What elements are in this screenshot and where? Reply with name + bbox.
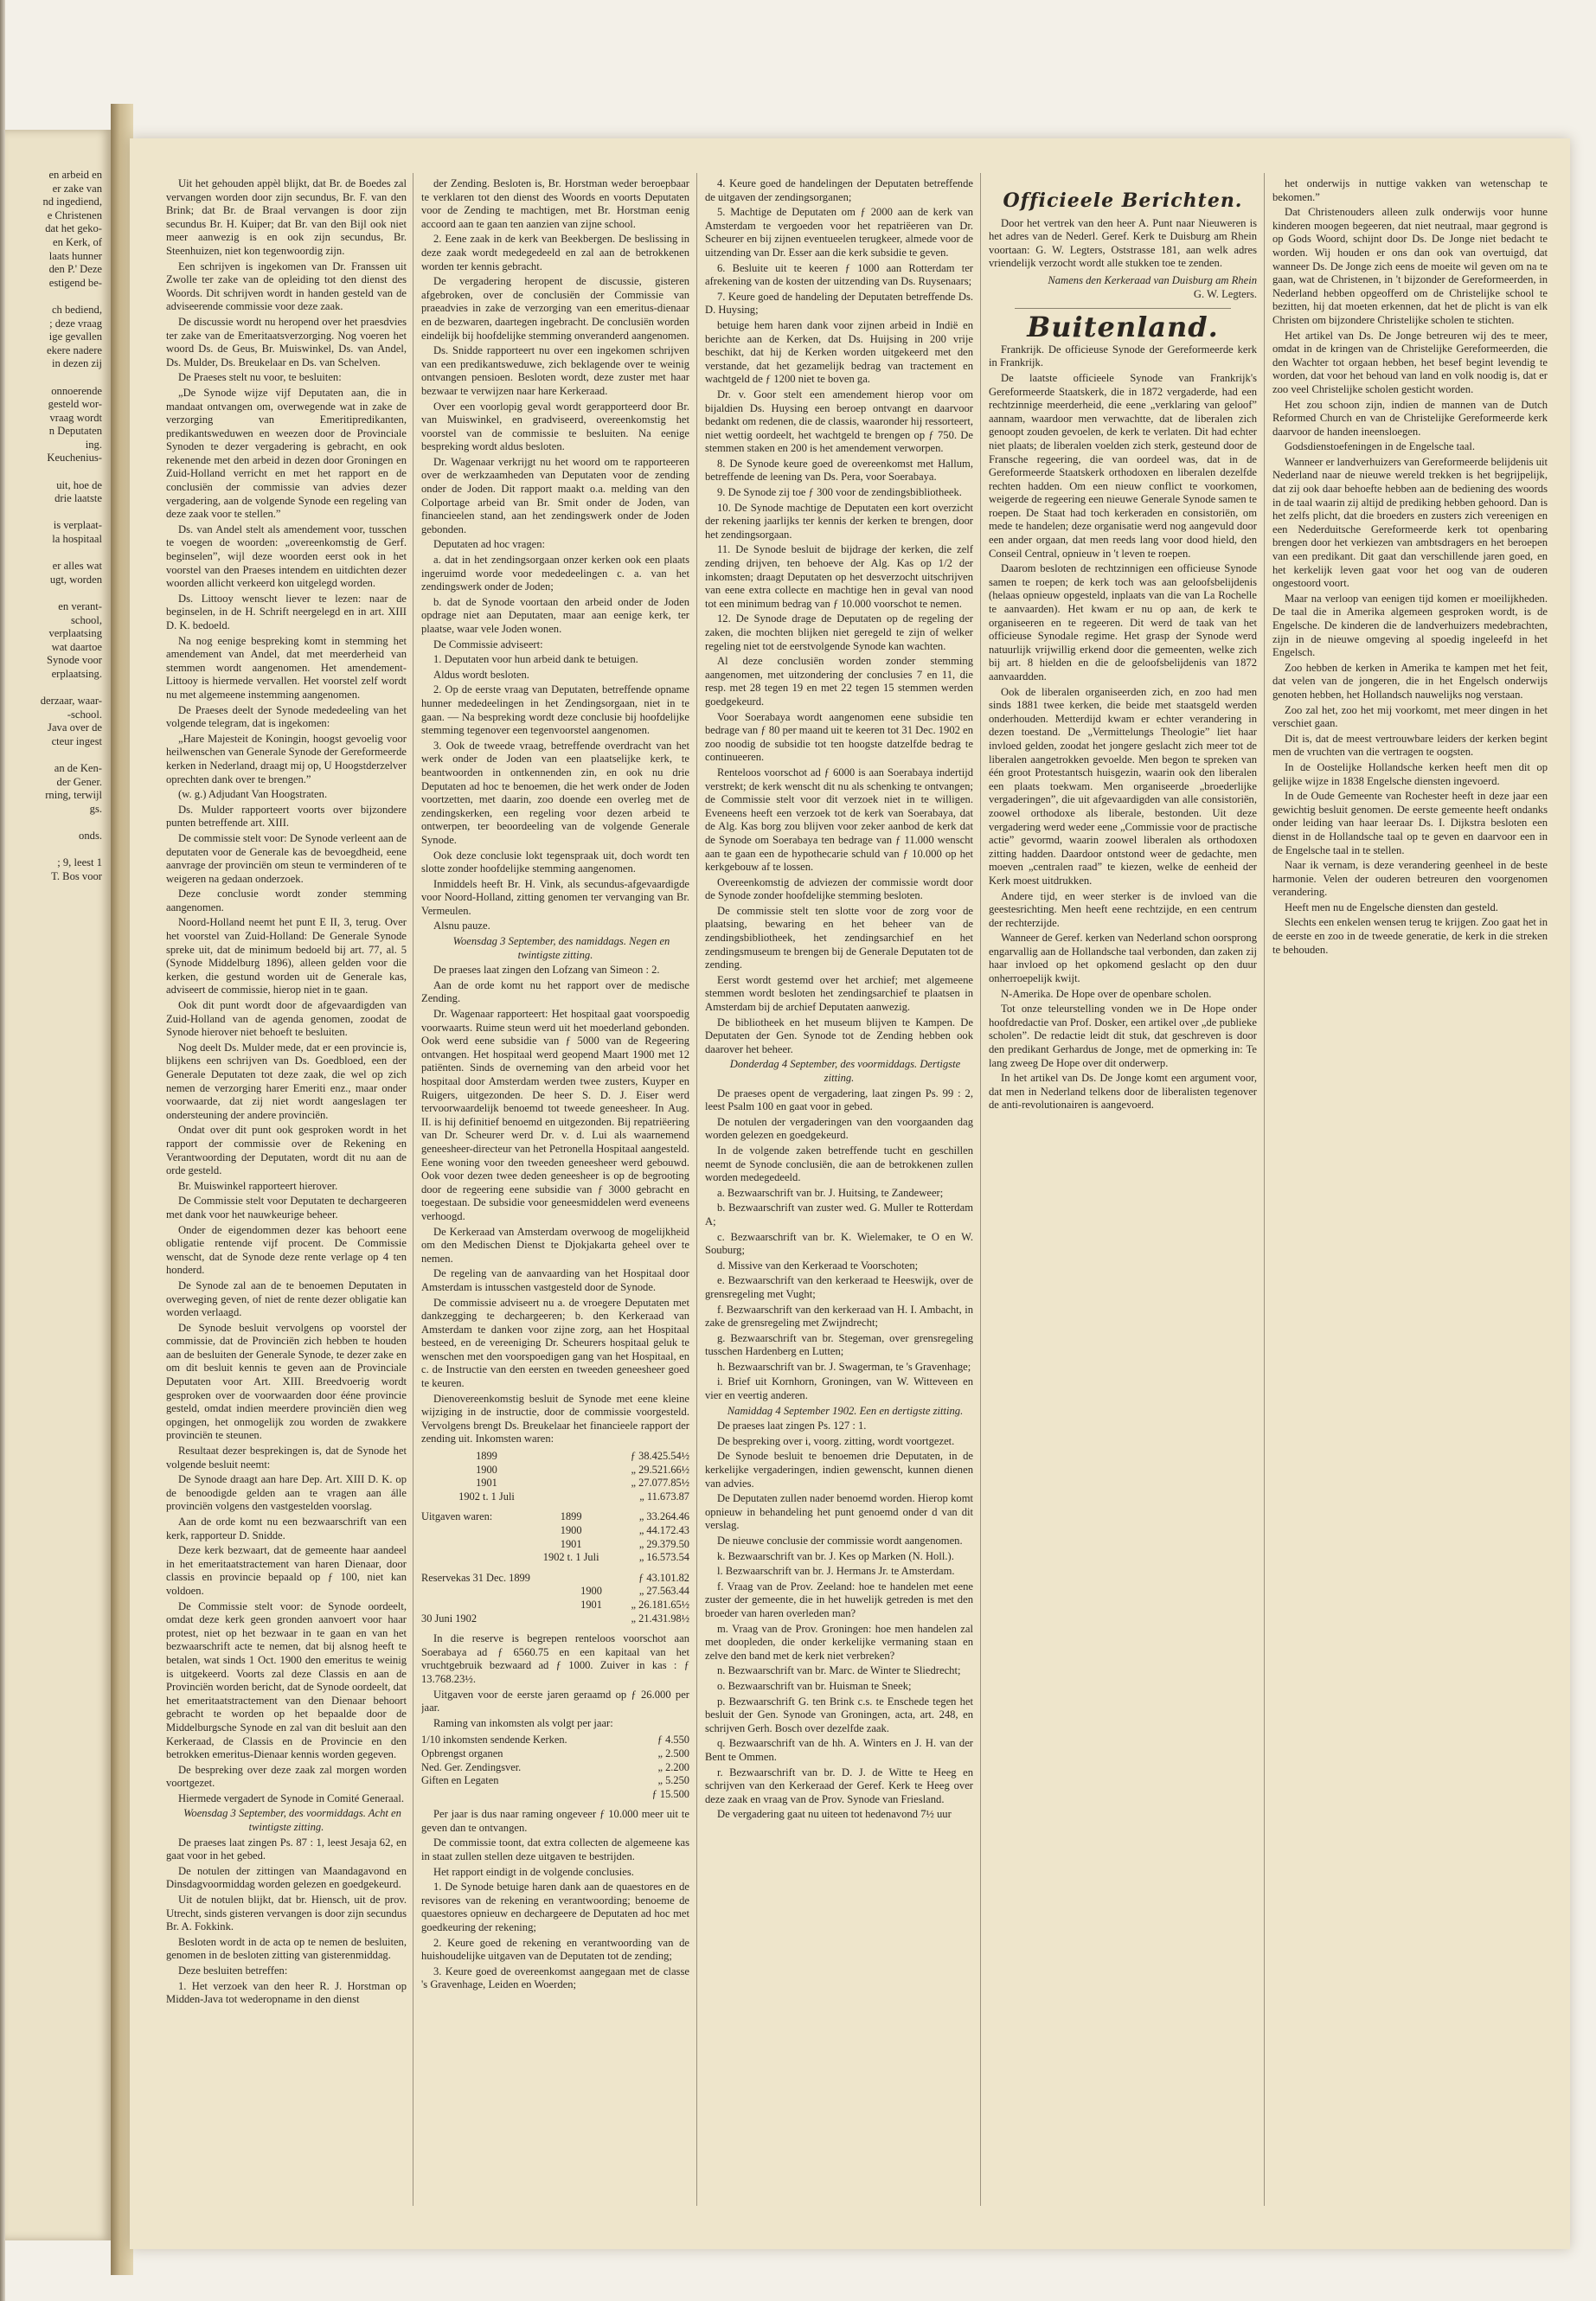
paragraph: Onder de eigendommen dezer kas behoort eene obligatie rentende vijf procent. De Commissie wenscht, dat de Synode deze rente verlage op 4 ten honderd.	[166, 1223, 407, 1277]
fragment-line: e Christenen	[47, 208, 102, 221]
adjacent-page-fragment	[5, 130, 111, 2240]
paragraph: Ds. Mulder rapporteert voorts over bijzondere punten betreffende art. XIII.	[166, 803, 407, 830]
finance-label: Uitgaven waren:	[421, 1510, 493, 1523]
finance-year	[576, 1572, 606, 1586]
finance-amount: „ 11.673.87	[639, 1490, 689, 1503]
finance-amount: „ 44.172.43	[638, 1524, 689, 1536]
fragment-line	[12, 749, 102, 763]
paragraph: De praeses laat zingen den Lofzang van Simeon : 2.	[433, 964, 660, 977]
finance-label	[421, 1599, 576, 1612]
paragraph: Resultaat dezer besprekingen is, dat de Synode het volgende besluit neemt:	[166, 1445, 407, 1471]
paragraph: 7. Keure goed de handeling der Deputaten betreffende Ds. D. Huysing;	[705, 290, 973, 317]
paragraph: Aan de orde komt nu het rapport over de medische Zending.	[421, 978, 689, 1005]
fragment-line: ige gevallen	[48, 330, 102, 343]
paragraph: Deze conclusie wordt zonder stemming aangenomen.	[166, 888, 407, 913]
paragraph: Ook dit punt wordt door de afgevaardigden van Zuid-Holland van de agenda genomen, zoodat de Synode hierover niet behoeft te besluiten.	[166, 999, 407, 1039]
paragraph: 10. De Synode machtige de Deputaten een kort overzicht der rekening jaarlijks ter kennis der kerken te brengen, door het zendingsorgaan.	[705, 501, 973, 541]
fragment-line: an de Ken-	[54, 762, 102, 775]
finance-label: 1/10 inkomsten sendende Kerken.	[421, 1734, 567, 1747]
finance-label	[421, 1585, 576, 1599]
paragraph: Wanneer de Geref. kerken van Nederland schon oorsprong engarvallig aan de Hollandsche taal verbonden, dan zaken zij haar invloed op het opkomend geslacht op den duur onherroepelijk kwijt.	[989, 932, 1257, 985]
paragraph: 2. Eene zaak in de kerk van Beekbergen. De beslissing in deze zaak wordt medegedeeld en zal aan de betrokkenen worden ter kennis gebracht.	[421, 233, 689, 272]
paragraph: n. Bezwaarschrift van br. Marc. de Winter te Sliedrecht;	[717, 1664, 961, 1677]
finance-row	[421, 1464, 689, 1477]
paragraph: het onderwijs in nuttige vakken van wetenschap te bekomen.”	[1272, 177, 1548, 203]
newspaper-page	[130, 138, 1570, 2249]
fragment-line: dat het geko-	[45, 222, 102, 235]
paragraph: „Hare Majesteit de Koningin, hoogst gevoelig voor heilwenschen van Generale Synode der Gereformeerde kerken in Nederland, draagt mij op, U Hoogstderzelver oprechten dank over te brengen.”	[166, 732, 407, 785]
fragment-line: T. Bos voor	[51, 869, 102, 882]
finance-row	[421, 1788, 689, 1802]
fragment-line	[12, 290, 102, 304]
fragment-line: drie laatste	[54, 492, 102, 505]
column-rule	[696, 173, 697, 2206]
fragment-line: en Kerk, of	[53, 235, 102, 248]
fragment-line: estigend be-	[48, 276, 102, 289]
fragment-line: vraag wordt	[49, 411, 102, 424]
column-5	[1272, 177, 1548, 2202]
column-rule	[980, 173, 981, 2206]
fragment-line: ugt, worden	[49, 573, 102, 586]
fragment-line	[12, 506, 102, 520]
paragraph: Dit is, dat de meest vertrouwbare leiders der kerken begint men de vruchten van die vertragen te oogsten.	[1272, 732, 1548, 759]
fragment-line: wat daartoe	[51, 640, 102, 653]
finance-label	[421, 1524, 529, 1538]
finance-label	[421, 1788, 635, 1802]
paragraph: Heeft men nu de Engelsche diensten dan gesteld.	[1285, 901, 1498, 913]
finance-amount: „ 16.573.54	[638, 1551, 689, 1564]
paragraph: a. Bezwaarschrift van br. J. Huitsing, te Zandeweer;	[717, 1186, 944, 1199]
paragraph: Ook deze conclusie lokt tegenspraak uit, doch wordt ten slotte zonder hoofdelijke stemming aangenomen.	[421, 849, 689, 875]
column-2-text-bottom	[421, 1632, 689, 1992]
finance-label: Reservekas 31 Dec. 1899	[421, 1571, 530, 1584]
paragraph: p. Bezwaarschrift G. ten Brink c.s. te Enschede tegen het besluit der Gen. Synode van Groningen, acta, art. 248, en schrijven Gerh. Bosch over dezelfde zaak.	[705, 1695, 973, 1734]
fragment-line	[12, 843, 102, 857]
fragment-line	[12, 547, 102, 561]
finance-amount: ƒ 43.101.82	[638, 1571, 689, 1584]
paragraph: De Synode draagt aan hare Dep. Art. XIII D. K. op de benoodigde gelden aan te vragen aan álle provinciën volgens den vastgestelden voorslag.	[166, 1473, 407, 1513]
paragraph: Deze kerk bezwaart, dat de gemeente haar aandeel in het emeritaatstractement van haren Dienaar, door classis en provincie bepaald op ƒ 100, niet kan voldoen.	[166, 1544, 407, 1597]
finance-row	[421, 1734, 689, 1747]
finance-year: 1901	[560, 1537, 582, 1550]
paragraph: (w. g.) Adjudant Van Hoogstraten.	[178, 788, 328, 801]
paragraph: 8. De Synode keure goed de overeenkomst met Hallum, betreffende de leening van Ds. Pera, voor Soerabaya.	[705, 457, 973, 484]
paragraph: o. Bezwaarschrift van br. Huisman te Sneek;	[717, 1679, 912, 1692]
finance-amount: „ 26.181.65½	[631, 1598, 689, 1611]
paragraph: l. Bezwaarschrift van br. J. Hermans Jr. te Amsterdam.	[717, 1565, 955, 1578]
paragraph: De praeses opent de vergadering, laat zingen Ps. 99 : 2, leest Psalm 100 en gaat voor in gebed.	[705, 1086, 973, 1113]
paragraph: Dr. v. Goor stelt een amendement hierop voor om bijaldien Ds. Huysing een beroep ontvangt en daarvoor bedankt om redenen, die de classis, waaronder hij ressorteert, niet wettig oordeelt, het wachtgeld te brengen op ƒ 750. De stemmen staken en 200 is het amendement verworpen.	[705, 388, 973, 455]
paragraph: Ds. Littooy wenscht liever te lezen: naar de beginselen, in de H. Schrift neergelegd en in art. XIII D. K. bedoeld.	[166, 592, 407, 631]
expenses-table	[421, 1510, 689, 1564]
paragraph: De commissie stelt voor: De Synode verleent aan de deputaten voor de Generale kas de bevoegdheid, eene aanvrage der provinciën om steun te verminderen of te weigeren na gedaan onderzoek.	[166, 831, 407, 885]
finance-row	[421, 1551, 689, 1565]
paragraph: De bespreking over deze zaak zal morgen worden voortgezet.	[166, 1763, 407, 1790]
finance-label: Opbrengst organen	[421, 1747, 503, 1759]
finance-amount: „ 33.264.46	[638, 1510, 689, 1523]
paragraph: Het rapport eindigt in de volgende conclusies.	[433, 1865, 634, 1878]
paragraph: Deputaten ad hoc vragen:	[433, 538, 546, 551]
paragraph: De regeling van de aanvaarding van het Hospitaal door Amsterdam is intusschen vastgesteld door de Synode.	[421, 1267, 689, 1293]
finance-amount: „ 27.563.44	[638, 1585, 689, 1598]
finance-amount: ƒ 15.500	[651, 1787, 689, 1800]
paragraph: Noord-Holland neemt het punt E II, 3, terug. Over het voorstel van Zuid-Holland: De Generale Synode spreke uit, dat de minimum bedoeld bij art. 77, al. 5 (Synode Middelburg 1896), alleen gelden voor die kerken, die gestund worden uit de Generale kas, adviseert de commissie, hierop niet in te gaan.	[166, 916, 407, 997]
paragraph: De Praeses deelt der Synode mededeeling van het volgende telegram, dat is ingekomen:	[166, 703, 407, 730]
paragraph: Dat Christenouders alleen zulk onderwijs voor hunne kinderen moogen begeeren, dat niet neutraal, maar gegrond is op Gods Woord, schijnt door Ds. De Jonge niet bedacht te worden. Wij houden er ons dan ook van overtuigd, dat wanneer Ds. De Jonge zich eens de moeite wil geven om na te gaan, wat de Christenen, in 't bijzonder de Gereformeerden, in Nederland hebben opgeofferd om de Christelijke school te bezitten, hij dat moeten erkennen, dat het de plicht is van elk Christen om bijzondere Christelijke scholen te stichten.	[1272, 206, 1548, 326]
fragment-line: ; 9, leest 1	[57, 856, 102, 869]
finance-label: 30 Juni 1902	[421, 1612, 478, 1625]
paragraph: De notulen der zittingen van Maandagavond en Dinsdagvoormiddag worden gelezen en goedgekeurd.	[166, 1864, 407, 1891]
column-2	[421, 177, 689, 2202]
paragraph: Uit het gehouden appèl blijkt, dat Br. de Boedes zal vervangen worden door zijn secundus, Br. F. van den Brink; dat Br. de Braal vervangen is door zijn secundus Br. H. Kuiper; dat Br. van den Bijl ook niet meer aanwezig is en ook zijn secundus, Br. Steenhuizen, niet kon tegenwoordig zijn.	[166, 177, 407, 257]
fragment-line: derzaar, waar-	[40, 695, 102, 708]
paragraph: Aldus wordt besloten.	[433, 668, 529, 681]
raming-table	[421, 1734, 689, 1801]
paragraph: Zoo zal het, zoo het mij voorkomt, met meer dingen in het verschiet gaan.	[1272, 703, 1548, 730]
finance-year: 1900	[580, 1585, 602, 1598]
paragraph: De Synode besluit vervolgens op voorstel der commissie, dat de Provinciën zich hebben te houden aan de besluiten der Generale Synode, te dezer zake en om dit besluit kennis te geven aan de Provinciale Deputaten voor Art. XIII. Breedvoerig wordt gesproken over de voorwaarden door ééne provincie gesteld, omdat indien meerdere provinciën dien weg opgingen, het onmogelijk zou worden de zwakkere provinciën te steunen.	[166, 1321, 407, 1442]
signature-place: Namens den Kerkeraad van Duisburg am Rhein	[1048, 273, 1257, 286]
paragraph: Ds. Snidde rapporteert nu over een ingekomen schrijven van een predikantsweduwe, zich beklagende over te weinig ontvangen pensioen. Besloten wordt, deze zuster met haar bezwaar te verwijzen naar hare Kerkeraad.	[421, 344, 689, 397]
fragment-line	[12, 371, 102, 385]
paragraph: Slechts een enkelen wensen terug te krijgen. Zoo gaat het in de eerste en zoo in de tweede generatie, de kerk in die streken te behouden.	[1272, 916, 1548, 956]
fragment-line: Keuchenius-	[47, 452, 102, 465]
paragraph: Dienovereenkomstig besluit de Synode met eene kleine wijziging in de instructie, door de commissie voorgesteld. Vervolgens brengt Ds. Breukelaar het financieele rapport der zending uit. Inkomsten waren:	[421, 1392, 689, 1445]
finance-amount: „ 2.200	[657, 1760, 689, 1773]
paragraph: 3. Ook de tweede vraag, betreffende overdracht van het werk onder de Joden van een plaatselijke kerk, te beantwoorden in ontkennenden zin, en ook nu drie Deputaten ad hoc te benoemen, die het werk onder de Joden voortzetten, met daarin, zoo doende een overleg met de zendingskerken, een regeling voor dezen arbeid te ontwerpen, ter beoordeeling van de volgende Generale Synode.	[421, 739, 689, 846]
paragraph: h. Bezwaarschrift van br. J. Swagerman, te 's Gravenhage;	[717, 1360, 971, 1373]
paragraph: Uitgaven voor de eerste jaren geraamd op ƒ 26.000 per jaar.	[421, 1688, 689, 1715]
paragraph: De Deputaten zullen nader benoemd worden. Hierop komt opnieuw in behandeling het punt genoemd onder d van dit verslag.	[705, 1492, 973, 1532]
paragraph: Overeenkomstig de adviezen der commissie wordt door de Synode zonder hoofdelijke stemming besloten.	[705, 875, 973, 902]
paragraph: q. Bezwaarschrift van de hh. A. Winters en J. H. van der Bent te Ommen.	[705, 1737, 973, 1763]
paragraph: De bespreking over i, voorg. zitting, wordt voortgezet.	[717, 1434, 955, 1447]
fragment-line	[12, 465, 102, 479]
paragraph: 2. Op de eerste vraag van Deputaten, betreffende opname hunner mededeelingen in het Zendingsorgaan, niet in te gaan. — Na bespreking wordt deze conclusie bij hoofdelijke stemming tegenover een tegenvoorstel aangenomen.	[421, 683, 689, 737]
finance-year: 1901	[580, 1598, 602, 1611]
paragraph: De Commissie stelt voor Deputaten te dechargeeren met dank voor het nauwkeurige beheer.	[166, 1195, 407, 1221]
finance-amount: „ 21.431.98½	[631, 1612, 689, 1625]
finance-row	[421, 1599, 689, 1612]
column-4-notice	[989, 217, 1257, 271]
finance-label	[421, 1551, 529, 1565]
paragraph: De discussie wordt nu heropend over het praesdvies ter zake van de Emeritaatsverzorging. Nog voeren het woord Ds. de Geus, Br. Muiswinkel, Ds. van Andel, Ds. Mulder, Ds. Breukelaar en Ds. van Schelven.	[166, 315, 407, 369]
paragraph: De Commissie adviseert:	[433, 638, 543, 651]
paragraph: De notulen der vergaderingen van den voorgaanden dag worden gelezen en goedgekeurd.	[705, 1115, 973, 1142]
paragraph: b. Bezwaarschrift van zuster wed. G. Muller te Rotterdam A;	[705, 1202, 973, 1227]
fragment-line: cteur ingest	[51, 734, 102, 747]
paragraph: N-Amerika. De Hope over de openbare scholen.	[1001, 987, 1212, 1000]
paragraph: d. Missive van den Kerkeraad te Voorschoten;	[717, 1259, 919, 1272]
session-heading: Namiddag 4 September 1902. Een en dertigste zitting.	[727, 1404, 964, 1417]
paragraph: Door het vertrek van den heer A. Punt naar Nieuweren is het adres van de Nederl. Geref. Kerk te Duisburg am Rhein voortaan: G. W. Legters, Oststrasse 181, aan welk adres vriendelijk verzocht wordt alle stukken toe te zenden.	[989, 216, 1257, 270]
finance-row	[421, 1477, 689, 1490]
paragraph: „De Synode wijze vijf Deputaten aan, die in mandaat ontvangen om, overwegende wat in zake de verzorging van Emeritipredikanten, predikantsweduwen en weezen door de Provinciale Synoden te dezer vergadering is gebracht, en ook rekenende met den arbeid in dezen door Groningen en Zuid-Holland verricht en met het rapport en de conclusiën der commissie van advies dezer vergadering, aan de volgende Synode een regeling van deze zaak voor te stellen.”	[166, 386, 407, 521]
fragment-line: er alles wat	[52, 560, 102, 573]
fragment-line: -school.	[67, 708, 102, 721]
fragment-line: ekere nadere	[47, 343, 102, 356]
fragment-line: Java over de	[48, 721, 102, 734]
paragraph: Het artikel van Ds. De Jonge betreuren wij des te meer, omdat in de kringen van de Christelijke Gereformeerden, die den Wachter tot orgaan hebben, het besef begint levendig te worden, dat voor het behoud van land en volk noodig is, dat er zoo veel Christelijke scholen gesticht worden.	[1272, 329, 1548, 395]
paragraph: 6. Besluite uit te keeren ƒ 1000 aan Rotterdam ter afrekening van de kosten der uitzending van Ds. Ruysenaars;	[705, 261, 973, 288]
finance-amount: ƒ 4.550	[657, 1734, 689, 1747]
finance-year: 1902 t. 1 Juli	[458, 1490, 515, 1503]
finance-year: 1899	[560, 1510, 582, 1523]
paragraph: Ondat over dit punt ook gesproken wordt in het rapport der commissie over de Rekening en Verantwoording der Deputaten, wordt dit nu aan de orde gesteld.	[166, 1124, 407, 1177]
paragraph: Frankrijk. De officieuse Synode der Gereformeerde kerk in Frankrijk.	[989, 343, 1257, 369]
paragraph: e. Bezwaarschrift van den kerkeraad te Heeswijk, over de grensregeling met Vught;	[705, 1274, 973, 1300]
finance-row	[421, 1572, 689, 1586]
paragraph: Uit de notulen blijkt, dat br. Hiensch, uit de prov. Utrecht, sinds gisteren vervangen is door zijn secundus Br. A. Fokkink.	[166, 1894, 407, 1933]
finance-amount: „ 2.500	[657, 1747, 689, 1759]
paragraph: In de Oostelijke Hollandsche kerken heeft men dit op gelijke wijze in 1838 Engelsche diensten ingevoerd.	[1272, 760, 1548, 787]
fragment-line: ing.	[85, 438, 102, 451]
finance-label: Giften en Legaten	[421, 1774, 499, 1787]
fragment-line: erplaatsing.	[51, 667, 102, 680]
fragment-line: uit, hoe de	[56, 478, 102, 491]
paragraph: Ook de liberalen organiseerden zich, en zoo had men sinds 1881 twee kerken, die beide met staatsgeld werden onderhouden. Metterdijd kwam er echter verandering in dezen toestand. De „Vermittelungs Theologie” liet haar invloed gelden, zoodat het jongere geslacht zich meer tot de liberalen aangetrokken gevoelde. Men begon te spreken van één groot Protestantsch huisgezin, waarin ook den liberalen een plaats toekwam. Men organiseerde „broederlijke vergaderingen”, die uit afgevaardigden van alle consistoriën, zoowel orthodoxe als liberale, bestonden. Uit deze vergadering werd weder eene „Commissie voor de practische actie” gevormd, waarin zoowel liberalen als orthodoxen zitting hadden. Daardoor ontstond weer de gedachte, men moeven „centralen raad” te kiezen, welke de eenheid der Kerk moest uitdrukken.	[989, 685, 1257, 887]
column-4-text	[989, 343, 1257, 1112]
paragraph: Inmiddels heeft Br. H. Vink, als secundus-afgevaardigde voor Noord-Holland, zitting genomen ter vervanging van Br. Vermeulen.	[421, 877, 689, 917]
paragraph: Een schrijven is ingekomen van Dr. Franssen uit Zwolle ter zake van de opleiding tot den dienst des Woords. Dit schrijven wordt in handen gesteld van de adviseerende commissie voor deze zaak.	[166, 260, 407, 313]
paragraph: a. dat in het zendingsorgaan onzer kerken ook een plaats ingeruimd worde voor mededeelingen c. a. van het zendingswerk onder de Joden;	[421, 554, 689, 593]
fragment-line: is verplaat-	[53, 519, 102, 532]
fragment-line: n Deputaten	[48, 425, 102, 438]
paragraph: 2. Keure goed de rekening en verantwoording van de huishoudelijke uitgaven van de Deputaten tot de zending;	[421, 1936, 689, 1963]
paragraph: In de volgende zaken betreffende tucht en geschillen neemt de Synode conclusiën, die aan de betrokkenen zullen worden medegedeeld.	[705, 1144, 973, 1184]
paragraph: Voor Soerabaya wordt aangenomen eene subsidie ten bedrage van ƒ 80 per maand uit te keeren tot 31 Dec. 1902 en zoo noodig de subsidie tot ten hoogste datzelfde bedrag te continueeren.	[705, 710, 973, 764]
finance-amount: „ 5.250	[657, 1774, 689, 1787]
heading-officieele-berichten: Officieele Berichten.	[1003, 189, 1243, 212]
finance-amount: „ 29.379.50	[638, 1537, 689, 1550]
fragment-line: nd ingediend,	[42, 195, 102, 208]
finance-amount: ƒ 38.425.54½	[630, 1450, 689, 1463]
paragraph: Naar ik vernam, is deze verandering geenheel in de beste harmonie. Velen der ouderen betreuren den voorgenomen verandering.	[1272, 859, 1548, 899]
fragment-line: verplaatsing	[48, 627, 102, 640]
paragraph: Godsdienstoefeningen in de Engelsche taal.	[1285, 440, 1475, 453]
paragraph: 5. Machtige de Deputaten om ƒ 2000 aan de kerk van Amsterdam te vergoeden voor het repatriëeren van Dr. Scheurer en bij zijnen eventueelen terugkeer, almede voor de uitzending van Dr. Esser aan die kerk subsidie te geven.	[705, 206, 973, 259]
paragraph: De vergadering gaat nu uiteen tot hedenavond 7½ uur	[717, 1808, 952, 1821]
finance-label	[421, 1538, 529, 1552]
section-divider	[1015, 308, 1231, 309]
paragraph: 1. Het verzoek van den heer R. J. Horstman op Midden-Java tot wederopname in den dienst	[166, 1979, 407, 2006]
paragraph: k. Bezwaarschrift van br. J. Kes op Marken (N. Holl.).	[717, 1549, 954, 1562]
finance-row	[421, 1761, 689, 1775]
fragment-line: gesteld wor-	[48, 398, 102, 411]
fragment-line: ch bediend,	[51, 303, 102, 316]
paragraph: b. dat de Synode voortaan den arbeid onder de Joden opdrage niet aan Deputaten, maar aan eenige kerk, ter plaatse, waar vele Joden wonen.	[421, 595, 689, 635]
paragraph: Na nog eenige bespreking komt in stemming het amendement van Andel, dat met meerderheid van stemmen wordt aangenomen. Het amendement-Littooy is hiermede vervallen. Het voorstel zelf wordt nu met algemeene instemming aangenomen.	[166, 634, 407, 701]
column-1	[166, 177, 407, 2202]
paragraph: De vergadering heropent de discussie, gisteren afgebroken, over de conclusiën der Commissie van praeadvies in zake de verzorging van een emeritus-dienaar en de bezwaren, daartegen ingebracht. De conclusiën worden eindelijk bij hoofdelijke stemming onveranderd aangenomen.	[421, 275, 689, 342]
session-heading: Donderdag 4 September, des voormiddags. Dertigste zitting.	[729, 1058, 961, 1084]
paragraph: De commissie adviseert nu a. de vroegere Deputaten met dankzegging te dechargeeren; b. den Kerkeraad van Amsterdam te danken voor zijne zorg, aan het Hospitaal besteed, en de vereeniging Dr. Scheurers hospitaal geluk te wenschen met den voorspoedigen gang van het Hospitaal, en c. de Instructie van den eersten en tweeden geneesheer goed te keuren.	[421, 1296, 689, 1390]
fragment-line: en arbeid en	[48, 169, 102, 181]
paragraph: Eerst wordt gestemd over het archief; met algemeene stemmen wordt besloten het zendingsarchief te plaatsen in Amsterdam bij de archief Deputaten aanwezig.	[705, 973, 973, 1014]
finance-row	[421, 1747, 689, 1761]
paragraph: 1. Deputaten voor hun arbeid dank te betuigen.	[433, 653, 638, 666]
paragraph: Tot onze teleurstelling vonden we in De Hope onder hoofdredactie van Prof. Dosker, een artikel over „de publieke scholen”. De redactie leidt dit stuk, dat geschreven is door den predikant Gerhardus de Jonge, met de opmerking in: Te lang zweeg De Hope over dit onderwerp.	[989, 1003, 1257, 1069]
fragment-line: gs.	[89, 802, 102, 815]
fragment-line: en verant-	[58, 600, 102, 612]
paragraph: r. Bezwaarschrift van br. D. J. de Witte te Heeg en schrijven van den Kerkeraad der Geref. Kerk te Heeg over deze zaak en vraag van de Prov. Synode van Friesland.	[705, 1766, 973, 1805]
finance-row	[421, 1612, 689, 1626]
paragraph: 4. Keure goed de handelingen der Deputaten betreffende de uitgaven der zendingsorganen;	[705, 177, 973, 203]
paragraph: 1. De Synode betuige haren dank aan de quaestores en de revisores van de rekening en verantwoording; benoeme de quaestores opnieuw en dechargeere de Deputaten ad hoc met goedkeuring der rekening;	[421, 1881, 689, 1934]
fragment-line	[12, 682, 102, 695]
fragment-line: den P.' Deze	[48, 263, 102, 276]
paragraph: Over een voorlopig geval wordt gerapporteerd door Br. van Muiswinkel, en gradviseerd, overeenkomstig het voorstel van de commissie te besluiten. Na eenige bespreking wordt aldus besloten.	[421, 400, 689, 453]
paragraph: Nog deelt Ds. Mulder mede, dat er een provincie is, blijkens een schrijven van Ds. Goedbloed, een der Generale Deputaten tot deze zaak, die wel op zich nemen de verzorging harer Emeriti enz., maar onder voorwaarde, dat zij niet wordt aangeslagen ter ondersteuning der andere provinciën.	[166, 1041, 407, 1121]
finance-amount: „ 27.077.85½	[631, 1477, 689, 1490]
fragment-line: laats hunner	[48, 249, 102, 262]
paragraph: Wanneer er landverhuizers van Gereformeerde belijdenis uit Nederland naar de nieuwe wereld trekken is het begrijpelijk, dat zij ook daar behoefte hebben aan de bediening des woords in de taal waarin zij altijd de prediking hebben gehoord. Dan is het zelfs plicht, dat die broeders en zusters zich vereenigen en een Nederduitsche Gereformeerde kerk tot openbaring brengen door het verkiezen van ambtsdragers en het beroepen van een predikant. Dit gaat dan verschillende jaren goed, en het kerkelijk leven gaat voor het oog van de ouderen ongestoord voort.	[1272, 455, 1548, 590]
paragraph: 9. De Synode zij toe ƒ 300 voor de zendingsbibliotheek.	[717, 486, 962, 499]
fragment-line: onds.	[79, 830, 102, 843]
finance-year: 1900	[476, 1463, 497, 1476]
finance-row	[421, 1774, 689, 1788]
paragraph: Hiermede vergadert de Synode in Comité Generaal.	[178, 1791, 404, 1804]
paragraph: In het artikel van Ds. De Jonge komt een argument voor, dat men in Nederland telkens door de liberalisten tegenover de anti-revolutionairen is aangevoerd.	[989, 1072, 1257, 1112]
paragraph: Raming van inkomsten als volgt per jaar:	[433, 1716, 613, 1729]
finance-row	[421, 1510, 689, 1524]
paragraph: Daarom besloten de rechtzinnigen een officieuse Synode samen te roepen; de kerk toch was aan geloofsbelijdenis (helaas opnieuw opgesteld, inplaats van die van La Rochelle te aanvaarden). Het kwam er nu op aan, de kerk te organiseeren en te regeeren. Dit werd de taak van het officieuse Synodale regime. Het grasp der Synode werd natuurlijk vrijwillig erkend door die gemeenten, welke zich bij art. 8 hielden en die de geloofsbelijdenis van 1872 aanvaardden.	[989, 562, 1257, 683]
paragraph: De praeses laat zingen Ps. 87 : 1, leest Jesaja 62, en gaat voor in het gebed.	[166, 1836, 407, 1862]
paragraph: De Praeses stelt nu voor, te besluiten:	[178, 371, 342, 384]
finance-year: 1902 t. 1 Juli	[542, 1551, 599, 1564]
paragraph: Zoo hebben de kerken in Amerika te kampen met het feit, dat velen van de jongeren, die in het Engelsch onderwijs genoten hebben, het Hollandsch nauwelijks nog verstaan.	[1272, 661, 1548, 701]
paragraph: Al deze conclusiën worden zonder stemming aangenomen, met uitzondering der conclusies 7 en 11, die resp. met 28 tegen 19 en met 22 tegen 15 stemmen werden goedgekeurd.	[705, 655, 973, 708]
fragment-line	[12, 817, 102, 830]
paragraph: 3. Keure goed de overeenkomst aangegaan met de classe 's Gravenhage, Leiden en Woerden;	[421, 1965, 689, 1991]
finance-row	[421, 1450, 689, 1464]
paragraph: Andere tijd, en weer sterker is de invloed van die geestesrichting. Men heeft eene rechtzijde, en een centrum der rechterzijde.	[989, 889, 1257, 929]
signature-name: G. W. Legters.	[1193, 287, 1257, 300]
paragraph: De Kerkeraad van Amsterdam overwoog de mogelijkheid om den Medischen Dienst te Djokjakarta geheel over te nemen.	[421, 1225, 689, 1265]
paragraph: Alsnu pauze.	[433, 920, 490, 933]
paragraph: 11. De Synode besluit de bijdrage der kerken, die zelf zending drijven, ten behoeve der Alg. Kas op 1/2 der inkomsten; draagt Deputaten op het desverzocht uitschrijven van eene extra collecte en machtige hen in geval van nood tot een minimum bedrag van ƒ 10.000 voorschot te nemen.	[705, 543, 973, 610]
paragraph: Besloten wordt in de acta op te nemen de besluiten, genomen in de besloten zitting van gisterenmiddag.	[166, 1935, 407, 1962]
paragraph: f. Vraag van de Prov. Zeeland: hoe te handelen met eene zuster der gemeente, die in het huwelijk getreden is met den broeder van haren overleden man?	[705, 1580, 973, 1619]
finance-row	[421, 1538, 689, 1552]
paragraph: De laatste officieele Synode van Frankrijk's Gereformeerde Staatskerk, die in 1872 vergaderde, had een rechtzinnige meerderheid, die eene „verklaring van geloof” aannam, waardoor men verwachtte, dat de liberalen zich genoopt zouden gevoelen, de kerk te verlaten. Dit had echter niet plaats; de liberalen voelden zich sterk, gesteund door de Fransche regeering, die van oordeel was, dat in de Gereformeerde Staatskerk orthodoxen en liberalen dezelfde rechten hadden. Om een nieuw conflict te voorkomen, weigerde de regeering een nieuwe Generale Synode samen te roepen. De Staat had toch kerkeraden en consistoriën, om mede te handelen; deze organisatie werd nog aangevuld door een ander orgaan, dat men reeds lang voor dood hield, den Conseil Central, opnieuw in 't leven te roepen.	[989, 371, 1257, 560]
column-3	[705, 177, 973, 2202]
paragraph: 12. De Synode drage de Deputaten op de regeling der zaken, die mochten blijken niet geregeld te zijn of welker regeling niet tot de eerstvolgende Synode kan wachten.	[705, 612, 973, 652]
paragraph: De Synode besluit te benoemen drie Deputaten, in de kerkelijke vergaderingen, indien gewenscht, kunnen dienen van advies.	[705, 1450, 973, 1490]
paragraph: De Synode zal aan de te benoemen Deputaten in overweging geven, of niet de rente dezer obligatie kan worden verlaagd.	[166, 1279, 407, 1319]
paragraph: De Commissie stelt voor: de Synode oordeelt, omdat deze kerk geen gronden aanvoert voor haar protest, niet op het bezwaar in te gaan en van het bezwaarschrift acte te nemen, dat bij alsnog heeft te betalen, wat sinds 1 Oct. 1900 den emeritus te weinig is uitgekeerd. Voorts zal deze Classis en aan de Provinciën worden bericht, dat de Synode oordeelt, dat het emeritaatstractement van den Dienaar behoort gebracht te worden op het bepaalde door de Middelburgsche Synode en zal van dit besluit aan den Kerkeraad, de Classis en de Provincie en den betrokken emeritus-Dienaar kennis worden gegeven.	[166, 1599, 407, 1761]
paragraph: De commissie toont, dat extra collecten de algemeene kas in staat zullen stellen deze uitgaven te bestrijden.	[421, 1836, 689, 1863]
paragraph: De nieuwe conclusie der commissie wordt aangenomen.	[717, 1535, 963, 1547]
paragraph: De bibliotheek en het museum blijven te Kampen. De Deputaten der Gen. Synode tot de Zending hebben ook daarover het beheer.	[705, 1016, 973, 1055]
finance-row	[421, 1524, 689, 1538]
fragment-line: la hospitaal	[52, 533, 102, 546]
income-table	[421, 1450, 689, 1503]
finance-row	[421, 1490, 689, 1504]
paragraph: g. Bezwaarschrift van br. Stegeman, over grensregeling tusschen Hardenberg en Lutten;	[705, 1331, 973, 1358]
session-heading: Woensdag 3 September, des namiddags. Negen en twintigste zitting.	[452, 935, 670, 961]
finance-label: Ned. Ger. Zendingsver.	[421, 1760, 522, 1773]
paragraph: Renteloos voorschot ad ƒ 6000 is aan Soerabaya indertijd verstrekt; de kerk wenscht dit nu als schenking te ontvangen; de Commissie stelt voor dit verzoek niet in te willigen. Eveneens heeft een verzoek tot de kerk van Soerabaya, dat de Alg. Kas borg zou blijven voor zeker aanbod de kerk dat de Synode om Soerabaya ten bedrage van ƒ 11.000 wenscht aan te gaan een de hypothecarie schuld van ƒ 10.000 op het kerkgebouw af te lossen.	[705, 766, 973, 874]
fragment-line: ; deze vraag	[49, 317, 102, 330]
paragraph: Dr. Wagenaar verkrijgt nu het woord om te rapporteeren over de werkzaamheden van Deputaten voor de zending onder de Joden. Dit rapport maakt o.a. melding van den Colportage arbeid van Br. Smit onder de Joden, van financieelen stand, aan het zendingswerk onder de Joden gebonden.	[421, 455, 689, 535]
paragraph: In die reserve is begrepen renteloos voorschot aan Soerabaya ad ƒ 6560.75 en een kapitaal van het vruchtgebruik bezwaard ad ƒ 1000. Zuiver in kas : ƒ 13.768.23½.	[421, 1632, 689, 1685]
paragraph: f. Bezwaarschrift van den kerkeraad van H. I. Ambacht, in zake de grensregeling met Zwijndrecht;	[705, 1303, 973, 1330]
finance-amount: „ 29.521.66½	[631, 1463, 689, 1476]
paragraph: In de Oude Gemeente van Rochester heeft in deze jaar een gewichtig besluit genomen. De eerste gemeente heeft ondanks onder leiding van haar leeraar Ds. I. Dijkstra besloten een dienst in de Hollandsche taal op te geven en daarvoor een in de Engelsche taal in te stellen.	[1272, 790, 1548, 856]
paragraph: Deze besluiten betreffen:	[178, 1965, 288, 1977]
paragraph: Per jaar is dus naar raming ongeveer ƒ 10.000 meer uit te geven dan te ontvangen.	[421, 1808, 689, 1834]
notice-signature	[989, 274, 1257, 301]
adjacent-page-text	[5, 130, 111, 883]
finance-row	[421, 1585, 689, 1599]
fragment-line: onnoerende	[51, 384, 102, 397]
finance-year	[576, 1612, 606, 1626]
paragraph: De praeses laat zingen Ps. 127 : 1.	[717, 1420, 867, 1433]
paragraph: Dr. Wagenaar rapporteert: Het hospitaal gaat voorspoedig voorwaarts. Ruime steun werd uit het moederland gebonden. Ook werd eene subsidie van ƒ 5000 van de Regeering ontvangen. Het hospitaal werd geopend Maart 1900 met 12 patiënten. Sinds de overneming van den arbeid voor het hospitaal door Amsterdam werden twee zusters, Kuyper en Ruigers, uitgezonden. De heer S. D. J. Eiser werd tervoorwaardelijk benoemd tot tweede geneesheer. In Aug. II. is hij definitief benoemd en uitgezonden. Bij repatriëering van Dr. Scheurer werd Dr. v. d. Lui als waarnemend geneesheer-directeur van het Petronella Hospitaal aangesteld. Eene woning voor den tweeden geneesheer werd gebouwd. Ook voor dezen twee deden geneesheer is op de begrooting door de regeering eene subsidie van ƒ 3000 gebracht en toegestaan. De subsidie voor geneesmiddelen werd eveneens verhoogd.	[421, 1008, 689, 1222]
paragraph: De commissie stelt ten slotte voor de zorg voor de plaatsing, bewaring en het beheer van de zendingsbibliotheek, het zendingsarchief en het zendingsmuseum te brengen bij de Generale Deputaten tot de zending.	[705, 904, 973, 971]
heading-buitenland: Buitenland.	[1027, 311, 1219, 344]
column-2-text-top	[421, 177, 689, 1446]
fragment-line: der Gener.	[56, 775, 102, 788]
finance-year: 1900	[560, 1524, 582, 1536]
paragraph: betuige hem haren dank voor zijnen arbeid in Indië en berichte aan de Kerken, dat Ds. Huijsing in 200 vrije beschikt, dat hij de Kerken worden uitgekeerd met den verstande, dat het gezamelijk bedrag van tractement en wachtgeld de ƒ 1200 niet te boven ga.	[705, 318, 973, 386]
fragment-line: Synode voor	[46, 654, 102, 667]
fragment-line	[12, 586, 102, 600]
paragraph: Br. Muiswinkel rapporteert hierover.	[178, 1179, 338, 1192]
paragraph: i. Brief uit Kornhorn, Groningen, van W. Witteveen en vier en veertig anderen.	[705, 1375, 973, 1402]
paragraph: m. Vraag van de Prov. Groningen: hoe men handelen zal met doopleden, die onder kerkelijke vermaning staan en zelve den band met de kerk niet verbreken?	[705, 1622, 973, 1662]
reserves-table	[421, 1572, 689, 1625]
fragment-line: rning, terwijl	[45, 789, 102, 802]
paragraph: c. Bezwaarschrift van br. K. Wielemaker, te O en W. Souburg;	[705, 1230, 973, 1257]
fragment-line: school,	[70, 613, 102, 626]
paragraph: Ds. van Andel stelt als amendement voor, tusschen te voegen de woorden: „overeenkomstig de Gerf. beginselen”, wijl deze woorden eerst ook in het voorstel van den Praeses intendem en uitdichten dezer woorden allicht verkeerd kon uitgelegd worden.	[166, 522, 407, 590]
fragment-line: er zake van	[52, 182, 102, 195]
column-4	[989, 177, 1257, 2202]
paragraph: der Zending. Besloten is, Br. Horstman weder beroepbaar te verklaren tot den dienst des Woords en voorts Deputaten voor de Zending te machtigen, met Br. Horstman eenig accoord aan te gaan ten aanzien van zijne school.	[421, 177, 689, 230]
fragment-line: in dezen zij	[51, 357, 102, 370]
finance-year: 1901	[476, 1477, 497, 1490]
finance-year: 1899	[476, 1450, 497, 1463]
session-heading: Woensdag 3 September, des voormiddags. Acht en twintigste zitting.	[183, 1807, 401, 1834]
paragraph: Maar na verloop van eenigen tijd komen er moeilijkheden. De taal die in Amerika algemeen gesproken wordt, is de Engelsche. De kinderen die de landverhuizers medebrachten, zijn in de nieuwe omgeving al spoedig ingeleefd in het Engelsch.	[1272, 592, 1548, 659]
paragraph: Het zou schoon zijn, indien de mannen van de Dutch Reformed Church en van de Christelijke Gereformeerde kerk daarvoor de handen ineensloegen.	[1272, 398, 1548, 438]
paragraph: Aan de orde komt nu een bezwaarschrift van een kerk, rapporteur D. Snidde.	[166, 1516, 407, 1541]
column-rule	[1264, 173, 1265, 2206]
